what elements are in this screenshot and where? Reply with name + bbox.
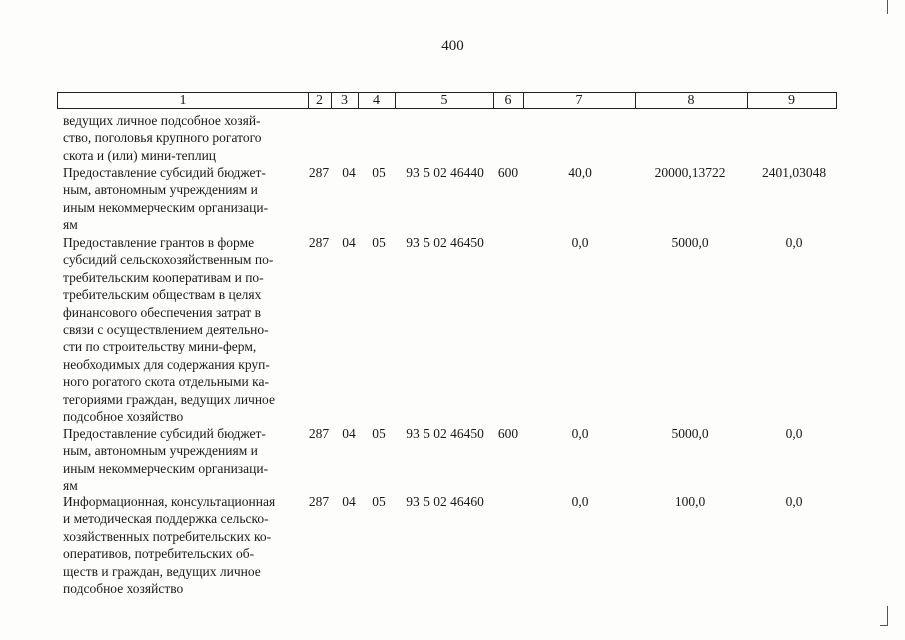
row-code-col-6: 600 (497, 165, 519, 180)
row-value-col-7: 0,0 (571, 494, 589, 509)
row-description: Предоставление субсидий бюджет- ным, автономным учреждениям и иным некоммерческим организаци- ям (63, 165, 269, 233)
row-code-col-4: 05 (372, 426, 386, 441)
header-col-7: 7 (523, 93, 636, 108)
row-code-col-4: 05 (372, 494, 386, 509)
row-code-col-3: 04 (342, 235, 356, 250)
header-col-4: 4 (358, 93, 396, 108)
row-code-col-5: 93 5 02 46440 (406, 165, 484, 180)
scan-corner-mark (887, 606, 888, 626)
row-value-col-9: 0,0 (785, 426, 803, 441)
row-value-col-8: 5000,0 (671, 426, 709, 441)
row-description: Предоставление субсидий бюджет- ным, автономным учреждениям и иным некоммерческим организаци- ям (63, 426, 269, 494)
row-value-col-8: 100,0 (674, 494, 706, 509)
row-value-col-7: 40,0 (568, 165, 592, 180)
row-code-col-2: 287 (308, 165, 330, 180)
row-value-col-9: 0,0 (785, 235, 803, 250)
row-code-col-4: 05 (372, 165, 386, 180)
page-number: 400 (441, 38, 464, 54)
scan-corner-mark (880, 625, 888, 626)
row-code-col-2: 287 (308, 494, 330, 509)
row-code-col-3: 04 (342, 426, 356, 441)
row-value-col-9: 0,0 (785, 494, 803, 509)
header-col-5: 5 (395, 93, 494, 108)
row-code-col-2: 287 (308, 426, 330, 441)
header-col-6: 6 (493, 93, 524, 108)
row-description: ведущих личное подсобное хозяй- ство, поголовья крупного рогатого скота и (или) мини-теплиц (63, 113, 262, 163)
row-code-col-3: 04 (342, 165, 356, 180)
row-code-col-3: 04 (342, 494, 356, 509)
table-header-row (57, 92, 837, 109)
row-code-col-5: 93 5 02 46450 (406, 426, 484, 441)
header-col-8: 8 (635, 93, 748, 108)
row-code-col-2: 287 (308, 235, 330, 250)
row-value-col-8: 5000,0 (671, 235, 709, 250)
row-code-col-5: 93 5 02 46460 (406, 494, 484, 509)
row-value-col-7: 0,0 (571, 235, 589, 250)
row-code-col-5: 93 5 02 46450 (406, 235, 484, 250)
row-value-col-9: 2401,03048 (761, 165, 827, 180)
row-value-col-7: 0,0 (571, 426, 589, 441)
row-code-col-4: 05 (372, 235, 386, 250)
row-description: Предоставление грантов в форме субсидий сельскохозяйственным по- требительским кооперативам и по- требительским обществам в целях финансового обеспечения затрат в связи с осуществлением деятельно- сти по строительству мини-ферм, необходимых для содержания круп- ного рогатого скота отдельными ка- тегориями граждан, ведущих личное подсобное хозяйство (63, 235, 275, 425)
row-value-col-8: 20000,13722 (654, 165, 726, 180)
header-col-1: 1 (58, 93, 309, 108)
header-col-9: 9 (788, 93, 795, 108)
header-col-3: 3 (331, 93, 359, 108)
row-code-col-6: 600 (497, 426, 519, 441)
header-col-2: 2 (308, 93, 332, 108)
scan-corner-mark (887, 0, 888, 14)
row-description: Информационная, консультационная и методическая поддержка сельско- хозяйственных потребительских ко- оперативов, потребительских об- ществ и граждан, ведущих личное подсобное хозяйство (63, 494, 276, 597)
